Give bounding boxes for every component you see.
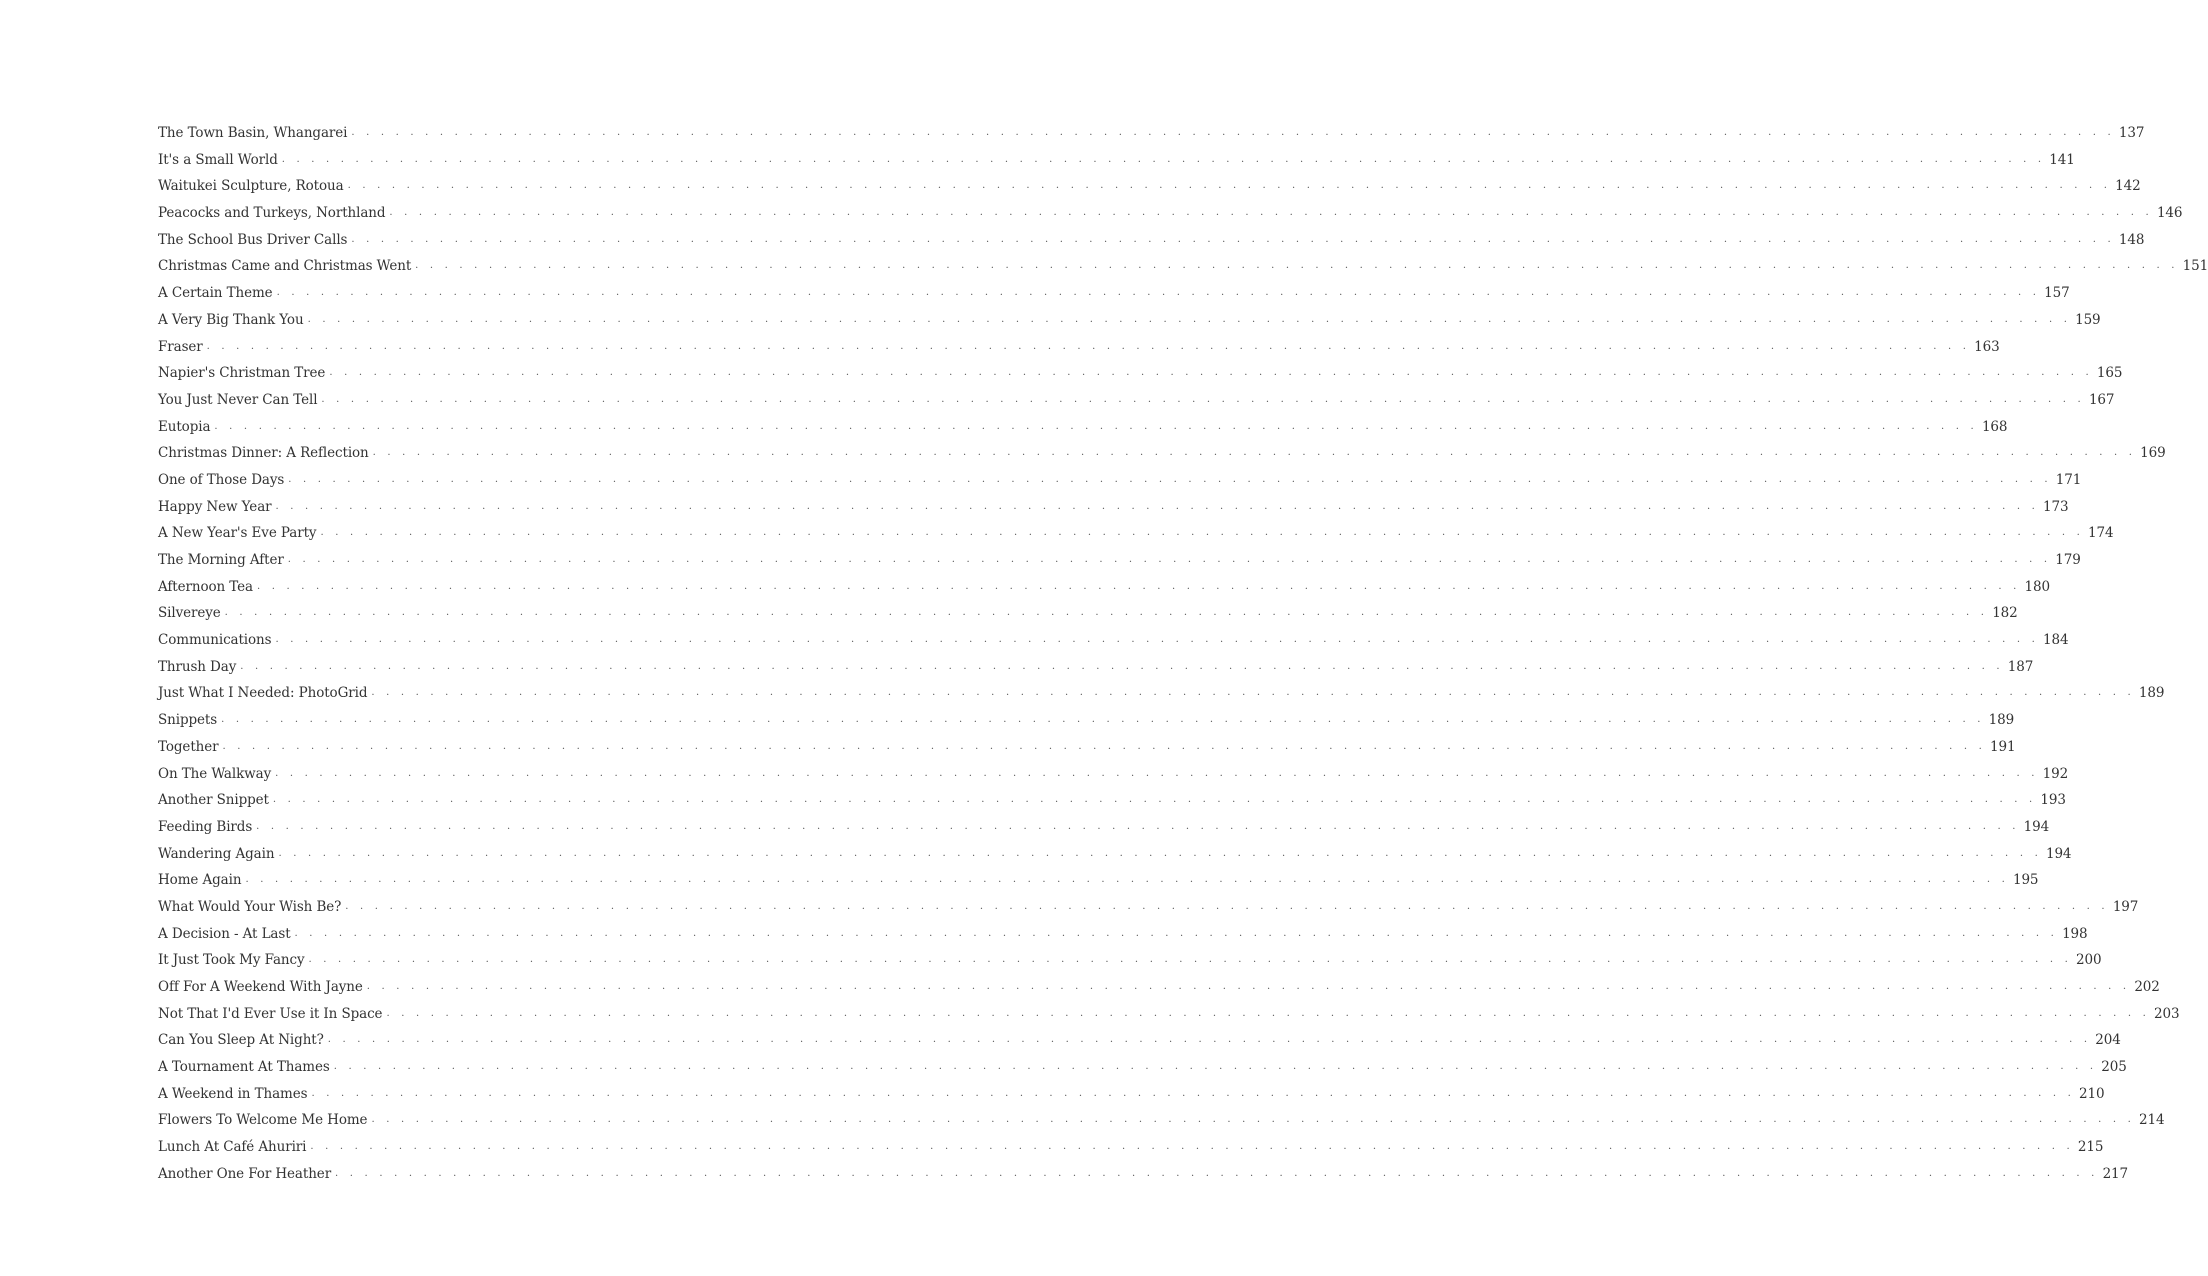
- toc-entry-page-number: 202: [2134, 979, 2160, 995]
- toc-dot-leader: . . . . . . . . . . . . . . . . . . . . . . . . . . . . . . . . . . . . . . . . . . . . . . . . . . . . . . . . . . . . . . . . . . . . . . . . . . . . . . . . . . . . . . . . . . . . . . . . . . . . . . . . . . . . . . . . . . . . . . . .: [224, 607, 1989, 619]
- toc-entry[interactable]: [158, 494, 2069, 521]
- toc-entry[interactable]: [158, 707, 2015, 734]
- toc-entry[interactable]: [158, 1134, 2104, 1161]
- toc-entry-page-number: 168: [1981, 418, 2008, 435]
- toc-entry-page-number: 189: [1988, 712, 2015, 729]
- toc-entry[interactable]: [158, 867, 2039, 894]
- toc-entry-title: It's a Small World: [158, 151, 278, 168]
- toc-entry-page-number: 184: [2043, 632, 2069, 649]
- toc-entry-page-number: 194: [2045, 845, 2072, 862]
- toc-entry-title: Peacocks and Turkeys, Northland: [158, 205, 386, 222]
- toc-entry-page-number: 165: [2096, 365, 2123, 382]
- toc-entry-page-number: 195: [2012, 872, 2039, 889]
- toc-entry-title: Christmas Dinner: A Reflection: [158, 445, 369, 462]
- toc-dot-leader: . . . . . . . . . . . . . . . . . . . . . . . . . . . . . . . . . . . . . . . . . . . . . . . . . . . . . . . . . . . . . . . . . . . . . . . . . . . . . . . . . . . . . . . . . . . . . . . . . . . . . . . . . . . . . . . . . . . . . . . .: [288, 473, 2052, 485]
- toc-entry-title: Afternoon Tea: [158, 578, 254, 595]
- toc-dot-leader: . . . . . . . . . . . . . . . . . . . . . . . . . . . . . . . . . . . . . . . . . . . . . . . . . . . . . . . . . . . . . . . . . . . . . . . . . . . . . . . . . . . . . . . . . . . . . . . . . . . . . . . . . . . . . . . . . . . . . . . .: [275, 634, 2039, 646]
- toc-entry-title: Happy New Year: [158, 498, 272, 515]
- toc-entry-page-number: 200: [2076, 952, 2102, 969]
- toc-entry-title: The School Bus Driver Calls: [158, 231, 348, 248]
- toc-entry-title: Flowers To Welcome Me Home: [158, 1112, 368, 1129]
- toc-entry-page-number: 169: [2140, 445, 2166, 462]
- toc-entry[interactable]: [158, 1107, 2165, 1134]
- toc-dot-leader: . . . . . . . . . . . . . . . . . . . . . . . . . . . . . . . . . . . . . . . . . . . . . . . . . . . . . . . . . . . . . . . . . . . . . . . . . . . . . . . . . . . . . . . . . . . . . . . . . . . . . . . . . . . . . . . . . . . . . . . .: [371, 687, 2135, 699]
- toc-entry-title: Another Snippet: [158, 792, 269, 809]
- toc-entry[interactable]: [158, 787, 2066, 814]
- toc-dot-leader: . . . . . . . . . . . . . . . . . . . . . . . . . . . . . . . . . . . . . . . . . . . . . . . . . . . . . . . . . . . . . . . . . . . . . . . . . . . . . . . . . . . . . . . . . . . . . . . . . . . . . . . . . . . . . . . . . . . . . . . .: [320, 527, 2084, 539]
- toc-entry-title: Off For A Weekend With Jayne: [158, 979, 363, 995]
- toc-entry[interactable]: [158, 173, 2141, 200]
- toc-entry-page-number: 173: [2043, 498, 2069, 515]
- toc-entry-title: A New Year's Eve Party: [158, 525, 317, 542]
- toc-entry[interactable]: [158, 654, 2034, 681]
- toc-entry-page-number: 193: [2040, 792, 2066, 809]
- toc-entry-title: A Certain Theme: [158, 285, 273, 302]
- toc-entry[interactable]: [158, 307, 2101, 334]
- toc-entry[interactable]: [158, 147, 2075, 174]
- toc-entry-page-number: 159: [2075, 311, 2101, 328]
- toc-entry-page-number: 171: [2055, 471, 2082, 488]
- toc-entry-page-number: 142: [2115, 178, 2141, 195]
- toc-entry[interactable]: [158, 627, 2069, 654]
- toc-entry[interactable]: [158, 974, 2160, 1001]
- toc-entry[interactable]: [158, 120, 2145, 147]
- toc-entry[interactable]: [158, 1001, 2180, 1028]
- toc-dot-leader: . . . . . . . . . . . . . . . . . . . . . . . . . . . . . . . . . . . . . . . . . . . . . . . . . . . . . . . . . . . . . . . . . . . . . . . . . . . . . . . . . . . . . . . . . . . . . . . . . . . . . . . . . . . . . . . . . . . . . . . .: [335, 1167, 2099, 1179]
- toc-entry-title: Snippets: [158, 712, 218, 729]
- toc-entry-title: Wandering Again: [158, 845, 275, 862]
- toc-entry[interactable]: [158, 334, 2000, 361]
- toc-entry-title: Communications: [158, 632, 272, 649]
- toc-entry[interactable]: [158, 761, 2069, 788]
- toc-entry[interactable]: [158, 574, 2050, 601]
- toc-dot-leader: . . . . . . . . . . . . . . . . . . . . . . . . . . . . . . . . . . . . . . . . . . . . . . . . . . . . . . . . . . . . . . . . . . . . . . . . . . . . . . . . . . . . . . . . . . . . . . . . . . . . . . . . . . . . . . . . . . . . . . . .: [275, 767, 2039, 779]
- toc-entry-title: On The Walkway: [158, 765, 272, 782]
- toc-dot-leader: . . . . . . . . . . . . . . . . . . . . . . . . . . . . . . . . . . . . . . . . . . . . . . . . . . . . . . . . . . . . . . . . . . . . . . . . . . . . . . . . . . . . . . . . . . . . . . . . . . . . . . . . . . . . . . . . . . . . . . . .: [276, 287, 2041, 299]
- toc-entry-title: Feeding Birds: [158, 818, 253, 835]
- toc-entry-title: Silvereye: [158, 605, 221, 622]
- toc-entry-page-number: 151: [2182, 258, 2208, 275]
- toc-dot-leader: . . . . . . . . . . . . . . . . . . . . . . . . . . . . . . . . . . . . . . . . . . . . . . . . . . . . . . . . . . . . . . . . . . . . . . . . . . . . . . . . . . . . . . . . . . . . . . . . . . . . . . . . . . . . . . . . . . . . . . . .: [347, 180, 2112, 192]
- toc-entry-title: Not That I'd Ever Use it In Space: [158, 1005, 383, 1022]
- toc-entry-page-number: 192: [2042, 765, 2069, 782]
- toc-entry-page-number: 197: [2112, 898, 2139, 915]
- toc-dot-leader: . . . . . . . . . . . . . . . . . . . . . . . . . . . . . . . . . . . . . . . . . . . . . . . . . . . . . . . . . . . . . . . . . . . . . . . . . . . . . . . . . . . . . . . . . . . . . . . . . . . . . . . . . . . . . . . . . . . . . . . .: [371, 1114, 2135, 1126]
- toc-dot-leader: . . . . . . . . . . . . . . . . . . . . . . . . . . . . . . . . . . . . . . . . . . . . . . . . . . . . . . . . . . . . . . . . . . . . . . . . . . . . . . . . . . . . . . . . . . . . . . . . . . . . . . . . . . . . . . . . . . . . . . . .: [308, 954, 2073, 966]
- toc-dot-leader: . . . . . . . . . . . . . . . . . . . . . . . . . . . . . . . . . . . . . . . . . . . . . . . . . . . . . . . . . . . . . . . . . . . . . . . . . . . . . . . . . . . . . . . . . . . . . . . . . . . . . . . . . . . . . . . . . . . . . . . .: [311, 1087, 2075, 1099]
- toc-entry[interactable]: [158, 600, 2018, 627]
- toc-entry[interactable]: [158, 414, 2008, 441]
- toc-entry-title: Napier's Christman Tree: [158, 365, 326, 382]
- toc-entry[interactable]: [158, 547, 2081, 574]
- toc-entry-page-number: 194: [2023, 818, 2050, 835]
- toc-entry-page-number: 174: [2087, 525, 2114, 542]
- toc-dot-leader: . . . . . . . . . . . . . . . . . . . . . . . . . . . . . . . . . . . . . . . . . . . . . . . . . . . . . . . . . . . . . . . . . . . . . . . . . . . . . . . . . . . . . . . . . . . . . . . . . . . . . . . . . . . . . . . . . . . . . . . .: [310, 1141, 2074, 1153]
- toc-entry-title: Lunch At Café Ahuriri: [158, 1139, 307, 1156]
- toc-entry[interactable]: [158, 1027, 2121, 1054]
- toc-entry-page-number: 215: [2077, 1139, 2104, 1156]
- toc-entry-title: A Very Big Thank You: [158, 311, 304, 328]
- toc-entry-page-number: 187: [2007, 658, 2034, 675]
- toc-entry-title: The Town Basin, Whangarei: [158, 125, 348, 141]
- toc-dot-leader: . . . . . . . . . . . . . . . . . . . . . . . . . . . . . . . . . . . . . . . . . . . . . . . . . . . . . . . . . . . . . . . . . . . . . . . . . . . . . . . . . . . . . . . . . . . . . . . . . . . . . . . . . . . . . . . . . . . . . . . .: [221, 714, 1985, 726]
- toc-entry-page-number: 210: [2078, 1085, 2105, 1102]
- toc-dot-leader: . . . . . . . . . . . . . . . . . . . . . . . . . . . . . . . . . . . . . . . . . . . . . . . . . . . . . . . . . . . . . . . . . . . . . . . . . . . . . . . . . . . . . . . . . . . . . . . . . . . . . . . . . . . . . . . . . . . . . . . .: [389, 207, 2153, 219]
- toc-dot-leader: . . . . . . . . . . . . . . . . . . . . . . . . . . . . . . . . . . . . . . . . . . . . . . . . . . . . . . . . . . . . . . . . . . . . . . . . . . . . . . . . . . . . . . . . . . . . . . . . . . . . . . . . . . . . . . . . . . . . . . . .: [327, 1034, 2092, 1046]
- toc-entry-page-number: 179: [2055, 552, 2081, 568]
- toc-entry[interactable]: [158, 387, 2115, 414]
- toc-entry[interactable]: [158, 360, 2123, 387]
- toc-entry[interactable]: [158, 440, 2166, 467]
- toc-entry[interactable]: [158, 227, 2145, 254]
- toc-entry[interactable]: [158, 1054, 2127, 1081]
- toc-dot-leader: . . . . . . . . . . . . . . . . . . . . . . . . . . . . . . . . . . . . . . . . . . . . . . . . . . . . . . . . . . . . . . . . . . . . . . . . . . . . . . . . . . . . . . . . . . . . . . . . . . . . . . . . . . . . . . . . . . . . . . . .: [275, 500, 2040, 512]
- toc-dot-leader: . . . . . . . . . . . . . . . . . . . . . . . . . . . . . . . . . . . . . . . . . . . . . . . . . . . . . . . . . . . . . . . . . . . . . . . . . . . . . . . . . . . . . . . . . . . . . . . . . . . . . . . . . . . . . . . . . . . . . . . .: [257, 580, 2021, 592]
- toc-entry-title: Just What I Needed: PhotoGrid: [158, 685, 368, 702]
- toc-entry[interactable]: [158, 467, 2082, 494]
- toc-entry-title: Can You Sleep At Night?: [158, 1032, 324, 1049]
- toc-entry-title: It Just Took My Fancy: [158, 952, 305, 969]
- toc-entry-page-number: 214: [2138, 1112, 2165, 1129]
- toc-entry-title: A Decision - At Last: [158, 925, 291, 942]
- toc-entry-page-number: 163: [1974, 338, 2000, 355]
- table-of-contents: [158, 120, 2208, 1188]
- toc-entry-title: Eutopia: [158, 418, 211, 435]
- toc-entry-page-number: 157: [2044, 285, 2070, 302]
- toc-dot-leader: . . . . . . . . . . . . . . . . . . . . . . . . . . . . . . . . . . . . . . . . . . . . . . . . . . . . . . . . . . . . . . . . . . . . . . . . . . . . . . . . . . . . . . . . . . . . . . . . . . . . . . . . . . . . . . . . . . . . . . . .: [351, 233, 2115, 245]
- toc-dot-leader: . . . . . . . . . . . . . . . . . . . . . . . . . . . . . . . . . . . . . . . . . . . . . . . . . . . . . . . . . . . . . . . . . . . . . . . . . . . . . . . . . . . . . . . . . . . . . . . . . . . . . . . . . . . . . . . . . . . . . . . .: [281, 153, 2046, 165]
- toc-dot-leader: . . . . . . . . . . . . . . . . . . . . . . . . . . . . . . . . . . . . . . . . . . . . . . . . . . . . . . . . . . . . . . . . . . . . . . . . . . . . . . . . . . . . . . . . . . . . . . . . . . . . . . . . . . . . . . . . . . . . . . . .: [272, 794, 2037, 806]
- toc-entry-title: Thrush Day: [158, 658, 237, 675]
- toc-entry-page-number: 182: [1992, 605, 2018, 622]
- toc-entry[interactable]: [158, 894, 2139, 921]
- toc-dot-leader: . . . . . . . . . . . . . . . . . . . . . . . . . . . . . . . . . . . . . . . . . . . . . . . . . . . . . . . . . . . . . . . . . . . . . . . . . . . . . . . . . . . . . . . . . . . . . . . . . . . . . . . . . . . . . . . . . . . . . . . .: [287, 554, 2052, 565]
- toc-entry-page-number: 146: [2156, 205, 2183, 222]
- toc-entry[interactable]: [158, 1081, 2105, 1108]
- toc-dot-leader: . . . . . . . . . . . . . . . . . . . . . . . . . . . . . . . . . . . . . . . . . . . . . . . . . . . . . . . . . . . . . . . . . . . . . . . . . . . . . . . . . . . . . . . . . . . . . . . . . . . . . . . . . . . . . . . . . . . . . . . .: [245, 874, 2009, 886]
- toc-dot-leader: . . . . . . . . . . . . . . . . . . . . . . . . . . . . . . . . . . . . . . . . . . . . . . . . . . . . . . . . . . . . . . . . . . . . . . . . . . . . . . . . . . . . . . . . . . . . . . . . . . . . . . . . . . . . . . . . . . . . . . . .: [240, 660, 2004, 672]
- toc-dot-leader: . . . . . . . . . . . . . . . . . . . . . . . . . . . . . . . . . . . . . . . . . . . . . . . . . . . . . . . . . . . . . . . . . . . . . . . . . . . . . . . . . . . . . . . . . . . . . . . . . . . . . . . . . . . . . . . . . . . . . . . .: [278, 847, 2042, 859]
- toc-entry-page-number: 148: [2118, 231, 2145, 248]
- toc-dot-leader: . . . . . . . . . . . . . . . . . . . . . . . . . . . . . . . . . . . . . . . . . . . . . . . . . . . . . . . . . . . . . . . . . . . . . . . . . . . . . . . . . . . . . . . . . . . . . . . . . . . . . . . . . . . . . . . . . . . . . . . .: [321, 393, 2085, 405]
- toc-entry-title: A Tournament At Thames: [158, 1059, 330, 1076]
- toc-entry[interactable]: [158, 1161, 2129, 1188]
- toc-entry-title: Home Again: [158, 872, 242, 889]
- toc-entry-title: You Just Never Can Tell: [158, 391, 318, 408]
- toc-entry[interactable]: [158, 680, 2165, 707]
- toc-entry-page-number: 204: [2095, 1032, 2121, 1049]
- toc-dot-leader: . . . . . . . . . . . . . . . . . . . . . . . . . . . . . . . . . . . . . . . . . . . . . . . . . . . . . . . . . . . . . . . . . . . . . . . . . . . . . . . . . . . . . . . . . . . . . . . . . . . . . . . . . . . . . . . . . . . . . . . .: [222, 740, 1986, 752]
- toc-entry-page-number: 217: [2102, 1165, 2129, 1182]
- toc-dot-leader: . . . . . . . . . . . . . . . . . . . . . . . . . . . . . . . . . . . . . . . . . . . . . . . . . . . . . . . . . . . . . . . . . . . . . . . . . . . . . . . . . . . . . . . . . . . . . . . . . . . . . . . . . . . . . . . . . . . . . . . .: [386, 1007, 2150, 1019]
- toc-entry[interactable]: [158, 921, 2088, 948]
- toc-entry[interactable]: [158, 814, 2050, 841]
- toc-dot-leader: . . . . . . . . . . . . . . . . . . . . . . . . . . . . . . . . . . . . . . . . . . . . . . . . . . . . . . . . . . . . . . . . . . . . . . . . . . . . . . . . . . . . . . . . . . . . . . . . . . . . . . . . . . . . . . . . . . . . . . . .: [345, 900, 2109, 912]
- toc-entry-page-number: 141: [2049, 151, 2075, 168]
- toc-entry[interactable]: [158, 280, 2070, 307]
- toc-entry-title: Fraser: [158, 338, 203, 355]
- toc-entry-title: Waitukei Sculpture, Rotoua: [158, 178, 344, 195]
- toc-dot-leader: . . . . . . . . . . . . . . . . . . . . . . . . . . . . . . . . . . . . . . . . . . . . . . . . . . . . . . . . . . . . . . . . . . . . . . . . . . . . . . . . . . . . . . . . . . . . . . . . . . . . . . . . . . . . . . . . . . . . . . . .: [206, 340, 1971, 352]
- toc-dot-leader: . . . . . . . . . . . . . . . . . . . . . . . . . . . . . . . . . . . . . . . . . . . . . . . . . . . . . . . . . . . . . . . . . . . . . . . . . . . . . . . . . . . . . . . . . . . . . . . . . . . . . . . . . . . . . . . . . . . . . . . .: [307, 313, 2072, 325]
- toc-entry-page-number: 191: [1990, 738, 2016, 755]
- toc-entry[interactable]: [158, 947, 2102, 974]
- toc-dot-leader: . . . . . . . . . . . . . . . . . . . . . . . . . . . . . . . . . . . . . . . . . . . . . . . . . . . . . . . . . . . . . . . . . . . . . . . . . . . . . . . . . . . . . . . . . . . . . . . . . . . . . . . . . . . . . . . . . . . . . . . .: [415, 260, 2179, 272]
- toc-entry[interactable]: [158, 734, 2016, 761]
- toc-entry-title: Together: [158, 738, 219, 755]
- toc-entry-page-number: 189: [2138, 685, 2165, 702]
- toc-entry[interactable]: [158, 841, 2072, 868]
- toc-entry-page-number: 137: [2118, 125, 2145, 141]
- toc-dot-leader: . . . . . . . . . . . . . . . . . . . . . . . . . . . . . . . . . . . . . . . . . . . . . . . . . . . . . . . . . . . . . . . . . . . . . . . . . . . . . . . . . . . . . . . . . . . . . . . . . . . . . . . . . . . . . . . . . . . . . . . .: [333, 1061, 2098, 1073]
- toc-entry-page-number: 203: [2153, 1005, 2180, 1022]
- toc-dot-leader: . . . . . . . . . . . . . . . . . . . . . . . . . . . . . . . . . . . . . . . . . . . . . . . . . . . . . . . . . . . . . . . . . . . . . . . . . . . . . . . . . . . . . . . . . . . . . . . . . . . . . . . . . . . . . . . . . . . . . . . .: [366, 981, 2131, 992]
- toc-dot-leader: . . . . . . . . . . . . . . . . . . . . . . . . . . . . . . . . . . . . . . . . . . . . . . . . . . . . . . . . . . . . . . . . . . . . . . . . . . . . . . . . . . . . . . . . . . . . . . . . . . . . . . . . . . . . . . . . . . . . . . . .: [372, 447, 2137, 459]
- toc-dot-leader: . . . . . . . . . . . . . . . . . . . . . . . . . . . . . . . . . . . . . . . . . . . . . . . . . . . . . . . . . . . . . . . . . . . . . . . . . . . . . . . . . . . . . . . . . . . . . . . . . . . . . . . . . . . . . . . . . . . . . . . .: [294, 927, 2059, 939]
- toc-entry-title: Christmas Came and Christmas Went: [158, 258, 412, 275]
- toc-entry[interactable]: [158, 520, 2114, 547]
- toc-entry-page-number: 198: [2062, 925, 2088, 942]
- toc-entry-title: Another One For Heather: [158, 1165, 332, 1182]
- toc-dot-leader: . . . . . . . . . . . . . . . . . . . . . . . . . . . . . . . . . . . . . . . . . . . . . . . . . . . . . . . . . . . . . . . . . . . . . . . . . . . . . . . . . . . . . . . . . . . . . . . . . . . . . . . . . . . . . . . . . . . . . . . .: [256, 820, 2020, 832]
- toc-entry[interactable]: [158, 200, 2183, 227]
- toc-entry-title: A Weekend in Thames: [158, 1085, 308, 1102]
- toc-entry-page-number: 180: [2024, 578, 2050, 595]
- toc-entry-title: What Would Your Wish Be?: [158, 898, 342, 915]
- toc-entry-page-number: 167: [2088, 391, 2115, 408]
- toc-entry-page-number: 205: [2101, 1059, 2127, 1076]
- toc-entry-title: One of Those Days: [158, 471, 285, 488]
- toc-entry-title: The Morning After: [158, 552, 284, 568]
- toc-dot-leader: . . . . . . . . . . . . . . . . . . . . . . . . . . . . . . . . . . . . . . . . . . . . . . . . . . . . . . . . . . . . . . . . . . . . . . . . . . . . . . . . . . . . . . . . . . . . . . . . . . . . . . . . . . . . . . . . . . . . . . . .: [351, 127, 2115, 138]
- toc-dot-leader: . . . . . . . . . . . . . . . . . . . . . . . . . . . . . . . . . . . . . . . . . . . . . . . . . . . . . . . . . . . . . . . . . . . . . . . . . . . . . . . . . . . . . . . . . . . . . . . . . . . . . . . . . . . . . . . . . . . . . . . .: [214, 420, 1978, 432]
- toc-entry[interactable]: [158, 253, 2208, 280]
- toc-dot-leader: . . . . . . . . . . . . . . . . . . . . . . . . . . . . . . . . . . . . . . . . . . . . . . . . . . . . . . . . . . . . . . . . . . . . . . . . . . . . . . . . . . . . . . . . . . . . . . . . . . . . . . . . . . . . . . . . . . . . . . . .: [329, 367, 2093, 379]
